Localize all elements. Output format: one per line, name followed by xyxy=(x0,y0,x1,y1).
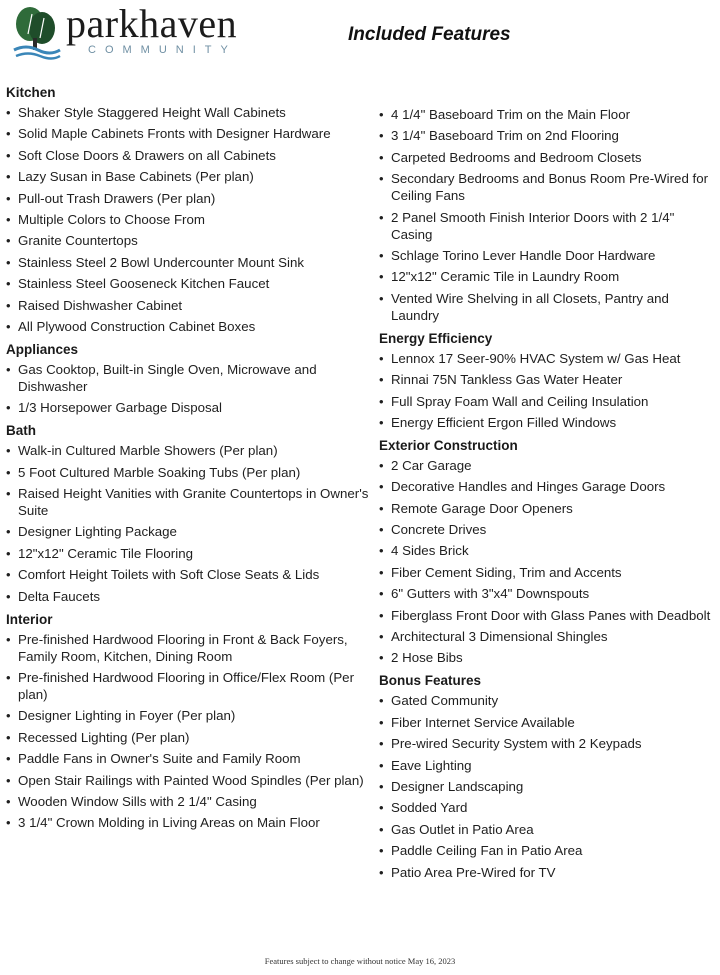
section-energy-efficiency xyxy=(379,330,715,431)
list-item xyxy=(379,542,715,559)
page-header xyxy=(0,0,720,70)
list-item-text: 3 1/4" Crown Molding in Living Areas on Main Floor xyxy=(18,815,320,831)
bullet-icon: • xyxy=(379,457,384,473)
bullet-icon: • xyxy=(6,486,11,502)
bullet-icon: • xyxy=(379,107,384,122)
bullet-icon: • xyxy=(379,209,384,225)
list-item-text: Pre-wired Security System with 2 Keypads xyxy=(391,736,642,752)
bullet-icon: • xyxy=(6,772,11,788)
bullet-icon: • xyxy=(379,629,384,645)
section-continued xyxy=(379,106,715,324)
list-item xyxy=(6,750,370,767)
list-item xyxy=(6,814,370,831)
list-item xyxy=(379,585,715,602)
list-item xyxy=(379,864,715,881)
list-item-text: 4 1/4" Baseboard Trim on the Main Floor xyxy=(391,107,631,122)
list-item-text: Remote Garage Door Openers xyxy=(391,500,573,516)
list-item-text: 12"x12" Ceramic Tile Flooring xyxy=(18,545,193,561)
bullet-icon: • xyxy=(379,269,384,285)
list-item-text: Designer Lighting Package xyxy=(18,524,177,540)
list-item xyxy=(379,170,715,204)
bullet-icon: • xyxy=(6,815,11,831)
list-item xyxy=(6,361,370,395)
list-item-text: Patio Area Pre-Wired for TV xyxy=(391,864,556,880)
bullet-icon: • xyxy=(379,714,384,730)
bullet-icon: • xyxy=(6,793,11,809)
brand-subtitle: COMMUNITY xyxy=(88,44,237,56)
feature-list xyxy=(6,442,370,604)
bullet-icon: • xyxy=(379,650,384,666)
list-item xyxy=(6,254,370,271)
list-item-text: Schlage Torino Lever Handle Door Hardware xyxy=(391,247,656,263)
section-title: Bath xyxy=(6,423,36,439)
bullet-icon: • xyxy=(379,522,384,538)
feature-list xyxy=(379,457,715,667)
tree-logo-icon xyxy=(10,4,62,64)
list-item-text: Fiber Cement Siding, Trim and Accents xyxy=(391,564,622,580)
bullet-icon: • xyxy=(379,757,384,773)
list-item xyxy=(379,735,715,752)
list-item-text: Designer Lighting in Foyer (Per plan) xyxy=(18,708,236,724)
list-item xyxy=(6,399,370,416)
bullet-icon: • xyxy=(379,350,384,366)
bullet-icon: • xyxy=(6,147,11,163)
brand xyxy=(66,1,238,56)
list-item xyxy=(6,190,370,207)
list-item xyxy=(6,485,370,519)
section-title: Appliances xyxy=(6,341,79,357)
list-item xyxy=(6,232,370,249)
bullet-icon: • xyxy=(379,564,384,580)
bullet-icon: • xyxy=(379,372,384,388)
list-item xyxy=(6,168,370,185)
list-item-text: Designer Landscaping xyxy=(391,778,524,794)
list-item xyxy=(379,457,715,474)
list-item xyxy=(6,275,370,292)
bullet-icon: • xyxy=(379,393,384,409)
bullet-icon: • xyxy=(379,586,384,602)
list-item xyxy=(6,669,370,703)
list-item xyxy=(379,778,715,795)
bullet-icon: • xyxy=(6,524,11,540)
list-item-text: Granite Countertops xyxy=(18,233,138,249)
list-item xyxy=(379,799,715,816)
bullet-icon: • xyxy=(379,149,384,165)
bullet-icon: • xyxy=(6,400,11,416)
section-title: Bonus Features xyxy=(379,673,482,689)
list-item-text: Paddle Fans in Owner's Suite and Family Room xyxy=(18,751,301,767)
list-item xyxy=(6,772,370,789)
list-item xyxy=(379,692,715,709)
feature-list xyxy=(379,692,715,880)
bullet-icon: • xyxy=(6,105,11,120)
bullet-icon: • xyxy=(379,778,384,794)
bullet-icon: • xyxy=(6,211,11,227)
feature-list xyxy=(6,631,370,832)
bullet-icon: • xyxy=(6,361,11,377)
bullet-icon: • xyxy=(6,126,11,142)
bullet-icon: • xyxy=(379,128,384,144)
bullet-icon: • xyxy=(379,843,384,859)
list-item-text: Pull-out Trash Drawers (Per plan) xyxy=(18,190,216,206)
list-item xyxy=(6,125,370,142)
section-interior xyxy=(6,611,370,832)
bullet-icon: • xyxy=(6,254,11,270)
bullet-icon: • xyxy=(379,800,384,816)
list-item xyxy=(379,649,715,666)
list-item-text: 2 Panel Smooth Finish Interior Doors with 2 1/4" Casing xyxy=(391,209,675,242)
list-item-text: Gas Outlet in Patio Area xyxy=(391,821,534,837)
bullet-icon: • xyxy=(6,751,11,767)
bullet-icon: • xyxy=(6,545,11,561)
list-item xyxy=(379,842,715,859)
list-item-text: Vented Wire Shelving in all Closets, Pantry and Laundry xyxy=(391,290,669,323)
section-kitchen xyxy=(6,84,370,335)
bullet-icon: • xyxy=(379,821,384,837)
bullet-icon: • xyxy=(6,567,11,583)
list-item-text: Comfort Height Toilets with Soft Close Seats & Lids xyxy=(18,567,320,583)
bullet-icon: • xyxy=(379,247,384,263)
bullet-icon: • xyxy=(379,693,384,709)
bullet-icon: • xyxy=(6,729,11,745)
list-item xyxy=(379,290,715,324)
list-item-text: Gated Community xyxy=(391,693,499,709)
list-item-text: Lazy Susan in Base Cabinets (Per plan) xyxy=(18,169,254,185)
list-item-text: Shaker Style Staggered Height Wall Cabinets xyxy=(18,105,286,120)
list-item-text: All Plywood Construction Cabinet Boxes xyxy=(18,318,256,334)
list-item xyxy=(6,793,370,810)
bullet-icon: • xyxy=(6,297,11,313)
footer-note: Features subject to change without notice May 16, 2023 xyxy=(264,956,456,966)
list-item-text: Delta Faucets xyxy=(18,588,101,604)
feature-list xyxy=(6,104,370,335)
list-item-text: 2 Car Garage xyxy=(391,457,472,473)
list-item-text: 6" Gutters with 3"x4" Downspouts xyxy=(391,586,590,602)
section-appliances xyxy=(6,341,370,416)
list-item-text: Pre-finished Hardwood Flooring in Front & Back Foyers, Family Room, Kitchen, Dining Room xyxy=(18,631,348,664)
list-item-text: Carpeted Bedrooms and Bedroom Closets xyxy=(391,149,642,165)
list-item-text: Wooden Window Sills with 2 1/4" Casing xyxy=(18,793,257,809)
list-item xyxy=(6,464,370,481)
list-item-text: Concrete Drives xyxy=(391,522,487,538)
list-item-text: Lennox 17 Seer-90% HVAC System w/ Gas Heat xyxy=(391,350,681,366)
feature-list xyxy=(379,106,715,324)
bullet-icon: • xyxy=(6,588,11,604)
bullet-icon: • xyxy=(379,479,384,495)
list-item-text: 2 Hose Bibs xyxy=(391,650,463,666)
bullet-icon: • xyxy=(6,233,11,249)
list-item xyxy=(379,478,715,495)
list-item-text: Walk-in Cultured Marble Showers (Per plan) xyxy=(18,443,278,459)
feature-list xyxy=(6,361,370,416)
list-item-text: Fiberglass Front Door with Glass Panes with Deadbolt xyxy=(391,607,711,623)
bullet-icon: • xyxy=(6,443,11,459)
list-item xyxy=(379,757,715,774)
list-item-text: Fiber Internet Service Available xyxy=(391,714,575,730)
list-item xyxy=(379,371,715,388)
list-item-text: Soft Close Doors & Drawers on all Cabinets xyxy=(18,147,276,163)
list-item xyxy=(379,714,715,731)
list-item-text: Pre-finished Hardwood Flooring in Office/Flex Room (Per plan) xyxy=(18,670,355,703)
list-item xyxy=(6,707,370,724)
list-item-text: 12"x12" Ceramic Tile in Laundry Room xyxy=(391,269,620,285)
list-item xyxy=(379,127,715,144)
right-column xyxy=(379,106,715,887)
brand-name: parkhaven xyxy=(66,1,238,46)
bullet-icon: • xyxy=(379,171,384,187)
list-item-text: Raised Height Vanities with Granite Countertops in Owner's Suite xyxy=(18,486,369,519)
bullet-icon: • xyxy=(379,414,384,430)
list-item-text: 5 Foot Cultured Marble Soaking Tubs (Per plan) xyxy=(18,464,301,480)
list-item xyxy=(6,545,370,562)
list-item xyxy=(379,393,715,410)
section-bath xyxy=(6,422,370,604)
bullet-icon: • xyxy=(6,464,11,480)
section-title: Kitchen xyxy=(6,85,56,100)
list-item xyxy=(379,414,715,431)
bullet-icon: • xyxy=(6,318,11,334)
list-item-text: Paddle Ceiling Fan in Patio Area xyxy=(391,843,583,859)
list-item xyxy=(379,564,715,581)
list-item-text: 1/3 Horsepower Garbage Disposal xyxy=(18,400,222,416)
bullet-icon: • xyxy=(379,607,384,623)
list-item-text: Architectural 3 Dimensional Shingles xyxy=(391,629,608,645)
list-item-text: 4 Sides Brick xyxy=(391,543,469,559)
list-item xyxy=(6,729,370,746)
list-item xyxy=(379,350,715,367)
list-item xyxy=(379,268,715,285)
list-item-text: Open Stair Railings with Painted Wood Spindles (Per plan) xyxy=(18,772,364,788)
list-item-text: Decorative Handles and Hinges Garage Doors xyxy=(391,479,666,495)
list-item xyxy=(6,297,370,314)
list-item-text: Sodded Yard xyxy=(391,800,468,816)
list-item xyxy=(379,247,715,264)
list-item-text: Eave Lighting xyxy=(391,757,472,773)
list-item xyxy=(379,209,715,243)
bullet-icon: • xyxy=(379,543,384,559)
bullet-icon: • xyxy=(6,670,11,686)
list-item xyxy=(379,607,715,624)
list-item xyxy=(6,588,370,605)
list-item xyxy=(379,821,715,838)
list-item xyxy=(6,147,370,164)
list-item xyxy=(379,628,715,645)
list-item xyxy=(6,104,370,121)
list-item xyxy=(6,211,370,228)
bullet-icon: • xyxy=(379,864,384,880)
section-title: Energy Efficiency xyxy=(379,330,493,346)
list-item xyxy=(379,521,715,538)
list-item xyxy=(6,442,370,459)
list-item xyxy=(379,500,715,517)
bullet-icon: • xyxy=(379,736,384,752)
section-title: Exterior Construction xyxy=(379,437,518,453)
list-item-text: Gas Cooktop, Built-in Single Oven, Microwave and Dishwasher xyxy=(18,361,317,394)
list-item xyxy=(379,149,715,166)
list-item-text: Solid Maple Cabinets Fronts with Designer Hardware xyxy=(18,126,331,142)
list-item-text: Rinnai 75N Tankless Gas Water Heater xyxy=(391,372,623,388)
feature-list xyxy=(379,350,715,431)
list-item-text: Secondary Bedrooms and Bonus Room Pre-Wired for Ceiling Fans xyxy=(391,171,709,204)
list-item-text: Raised Dishwasher Cabinet xyxy=(18,297,183,313)
bullet-icon: • xyxy=(6,708,11,724)
list-item xyxy=(6,318,370,335)
left-column xyxy=(6,84,370,837)
list-item xyxy=(379,106,715,123)
list-item xyxy=(6,631,370,665)
bullet-icon: • xyxy=(6,190,11,206)
list-item xyxy=(6,523,370,540)
section-bonus-features xyxy=(379,672,715,880)
list-item-text: Recessed Lighting (Per plan) xyxy=(18,729,190,745)
list-item-text: Stainless Steel 2 Bowl Undercounter Mount Sink xyxy=(18,254,305,270)
section-title: Interior xyxy=(6,611,53,627)
list-item-text: Multiple Colors to Choose From xyxy=(18,211,205,227)
page-title: Included Features xyxy=(348,24,511,45)
bullet-icon: • xyxy=(379,500,384,516)
bullet-icon: • xyxy=(6,631,11,647)
list-item-text: Full Spray Foam Wall and Ceiling Insulation xyxy=(391,393,649,409)
list-item xyxy=(6,566,370,583)
list-item-text: Stainless Steel Gooseneck Kitchen Faucet xyxy=(18,276,270,292)
bullet-icon: • xyxy=(6,276,11,292)
list-item-text: Energy Efficient Ergon Filled Windows xyxy=(391,414,617,430)
bullet-icon: • xyxy=(379,290,384,306)
list-item-text: 3 1/4" Baseboard Trim on 2nd Flooring xyxy=(391,128,619,144)
section-exterior-construction xyxy=(379,437,715,667)
bullet-icon: • xyxy=(6,169,11,185)
